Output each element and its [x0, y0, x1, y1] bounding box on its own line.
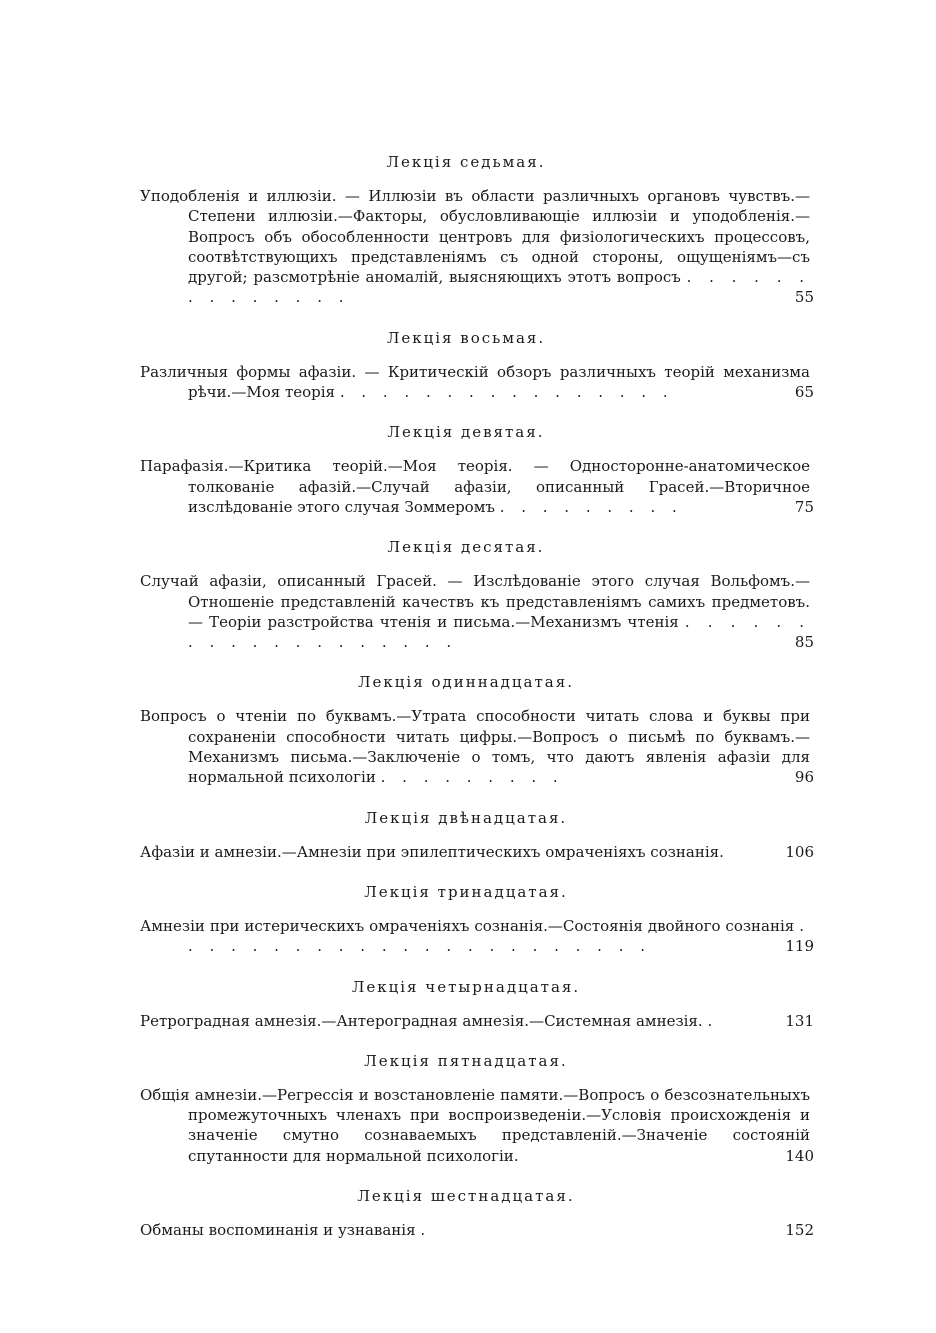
entry-text: [140, 706, 810, 787]
page-number: 106: [785, 842, 814, 861]
toc-section: [0, 808, 936, 882]
entry-description: Различныя формы афазіи. — Критическій обзоръ различныхъ теорій механизма рѣчи.—Моя теорія: [140, 362, 810, 402]
entry-description: Обманы воспоминанія и узнаванія: [140, 1221, 416, 1240]
section-heading: Лекція пятнадцатая.: [364, 1051, 568, 1070]
section-heading: Лекція тринадцатая.: [364, 882, 568, 901]
toc-section: [0, 152, 936, 328]
toc-entry: [140, 186, 814, 308]
entry-text: [140, 1085, 810, 1166]
leader-dots: . . . . . . . . .: [499, 497, 683, 516]
entry-description: Вопросъ о чтеніи по буквамъ.—Утрата способности читать слова и буквы при сохраненіи способности читать цифры.—Вопросъ о письмѣ по буквамъ.—Механизмъ письма.—Заключеніе о томъ, что даютъ явленія афазіи для нормальной психологіи: [140, 707, 810, 787]
toc-entry: [140, 571, 814, 652]
toc-section: [0, 672, 936, 807]
toc-section: [0, 422, 936, 537]
entry-text: [140, 1011, 810, 1031]
toc-section: [0, 537, 936, 672]
page-number: 65: [794, 383, 814, 402]
entry-description: Афазіи и амнезіи.—Амнезіи при эпилептическихъ омраченіяхъ сознанія.: [140, 842, 724, 861]
entry-text: [140, 1220, 810, 1240]
toc-section: [0, 977, 936, 1051]
page-number: 55: [794, 288, 814, 307]
section-heading: Лекція восьмая.: [386, 328, 546, 347]
section-heading: Лекція девятая.: [387, 423, 545, 442]
section-heading: Лекція двѣнадцатая.: [364, 808, 568, 827]
page-number: 140: [785, 1146, 814, 1165]
page-number: 131: [785, 1011, 814, 1030]
page-number: 152: [785, 1221, 814, 1240]
entry-text: [140, 456, 810, 517]
entry-text: [140, 842, 810, 862]
toc-entry: [140, 456, 814, 517]
toc-section: [0, 882, 936, 977]
entry-description: Парафазія.—Критика теорій.—Моя теорія. — Односторонне-анатомическое толкованіе афазій.—Случай афазіи, описанный Грасей.—Вторичное изслѣдованіе этого случая Зоммеромъ: [140, 457, 810, 516]
section-heading: Лекція седьмая.: [386, 153, 546, 171]
toc-section: [0, 1051, 936, 1186]
toc-entry: [140, 842, 814, 862]
page-number: 119: [785, 937, 814, 956]
toc-entry: [140, 1220, 814, 1240]
entry-description: Уподобленія и иллюзіи. — Иллюзіи въ области различныхъ органовъ чувствъ.—Степени иллюзіи.—Факторы, обусловливающіе иллюзіи и уподобленія.—Вопросъ объ обособленности центровъ для физіологическихъ процессовъ, соотвѣтствующихъ представленіямъ съ одной стороны, ощущеніямъ—съ другой; разсмотрѣніе аномалій, выясняющихъ этотъ вопросъ: [140, 187, 810, 287]
toc-entry: [140, 1085, 814, 1166]
entry-text: [140, 916, 810, 957]
toc-section: [0, 1186, 936, 1240]
toc-entry: [140, 362, 814, 403]
section-heading: Лекція десятая.: [387, 538, 545, 557]
table-of-contents: [0, 152, 936, 1240]
page-number: 85: [794, 633, 814, 652]
entry-text: [140, 571, 810, 652]
section-heading: Лекція одиннадцатая.: [358, 673, 574, 692]
entry-description: Случай афазіи, описанный Грасей. — Изслѣдованіе этого случая Вольфомъ.—Отношеніе представленій качествъ къ представленіямъ самихъ предметовъ. — Теоріи разстройства чтенія и письма.—Механизмъ чтенія: [140, 572, 810, 631]
toc-section: [0, 328, 936, 423]
toc-entry: [140, 1011, 814, 1031]
section-heading: Лекція четырнадцатая.: [351, 977, 581, 996]
toc-entry: [140, 916, 814, 957]
leader-dots: . . . . . . . . . . . . . . . . . . .: [188, 612, 810, 652]
section-heading: Лекція шестнадцатая.: [357, 1187, 575, 1206]
toc-entry: [140, 706, 814, 787]
leader-dots: . . . . . . . . . . . . . . . . . . . . . . .: [188, 916, 810, 956]
leader-dots: .: [707, 1011, 719, 1030]
leader-dots: .: [420, 1221, 432, 1240]
page-number: 75: [794, 497, 814, 516]
entry-description: Амнезіи при истерическихъ омраченіяхъ сознанія.—Состоянія двойного сознанія: [140, 916, 795, 935]
page-number: 96: [794, 768, 814, 787]
entry-text: [140, 362, 810, 403]
entry-description: Общія амнезіи.—Регрессія и возстановленіе памяти.—Вопросъ о безсознательныхъ промежуточныхъ членахъ при воспроизведеніи.—Условія происхожденія и значеніе смутно сознаваемыхъ представленій.—Значеніе состояній спутанности для нормальной психологіи.: [140, 1085, 810, 1165]
leader-dots: . . . . . . . . .: [380, 768, 564, 787]
leader-dots: . . . . . . . . . . . . . .: [188, 268, 810, 307]
entry-description: Ретроградная амнезія.—Антероградная амнезія.—Системная амнезія.: [140, 1011, 703, 1030]
leader-dots: . . . . . . . . . . . . . . . .: [339, 383, 674, 402]
entry-text: [140, 186, 810, 308]
